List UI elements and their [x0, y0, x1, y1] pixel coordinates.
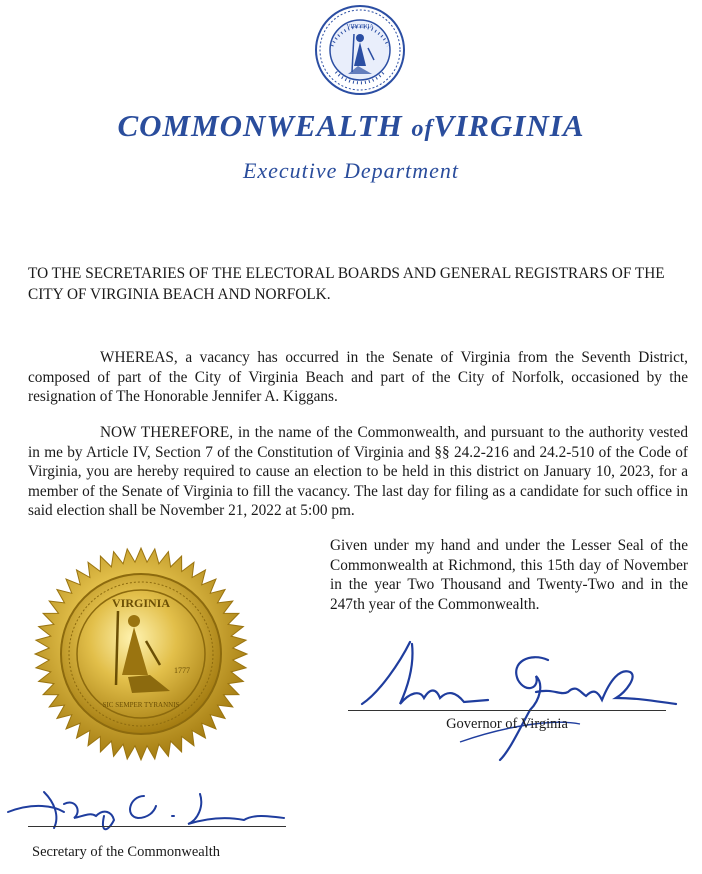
- gold-seal-legend: VIRGINIA: [111, 596, 171, 610]
- page-title: [0, 108, 702, 144]
- whereas-paragraph: WHEREAS, a vacancy has occurred in the Senate of Virginia from the Seventh District, composed of part of the City of Virginia Beach and part of the City of Norfolk, occasioned by the resignation of The Honorable Jennifer A. Kiggans.: [28, 349, 688, 406]
- top-seal-legend: VIRGINIA: [346, 24, 374, 30]
- secretary-title: Secretary of the Commonwealth: [32, 844, 221, 860]
- page-subtitle: Executive Department: [242, 158, 460, 183]
- title-of: of: [411, 116, 434, 142]
- given-under-hand-paragraph: Given under my hand and under the Lesser Seal of the Commonwealth at Richmond, this 15th day of November in the year Two Thousand and Twenty-Two and in the 247th year of the Commonwealth.: [330, 537, 688, 613]
- secretary-signature-line: [28, 826, 286, 827]
- gold-seal-year: 1777: [174, 666, 190, 675]
- secretary-signature: [4, 772, 304, 842]
- gold-seal-icon: [32, 545, 250, 763]
- address-line: TO THE SECRETARIES OF THE ELECTORAL BOARDS AND GENERAL REGISTRARS OF THE CITY OF VIRGINIA BEACH AND NORFOLK.: [28, 265, 665, 303]
- now-therefore-paragraph: NOW THEREFORE, in the name of the Commonwealth, and pursuant to the authority vested in me by Article IV, Section 7 of the Constitution of Virginia and §§ 24.2-216 and 24.2-510 of the Code of Virginia, you are hereby required to cause an election to be held in this district on January 10, 2023, for a member of the Senate of Virginia to fill the vacancy. The last day for filing as a candidate for such office in said election shall be November 21, 2022 at 5:00 pm.: [28, 424, 688, 520]
- title-commonwealth: COMMONWEALTH: [117, 108, 403, 143]
- title-virginia: VIRGINIA: [433, 108, 585, 143]
- governor-title: Governor of Virginia: [446, 716, 568, 732]
- top-state-seal-icon: [314, 4, 406, 96]
- gold-seal-motto: SIC SEMPER TYRANNIS: [102, 701, 180, 709]
- governor-signature-line: [348, 710, 666, 711]
- governor-signature: [340, 632, 690, 772]
